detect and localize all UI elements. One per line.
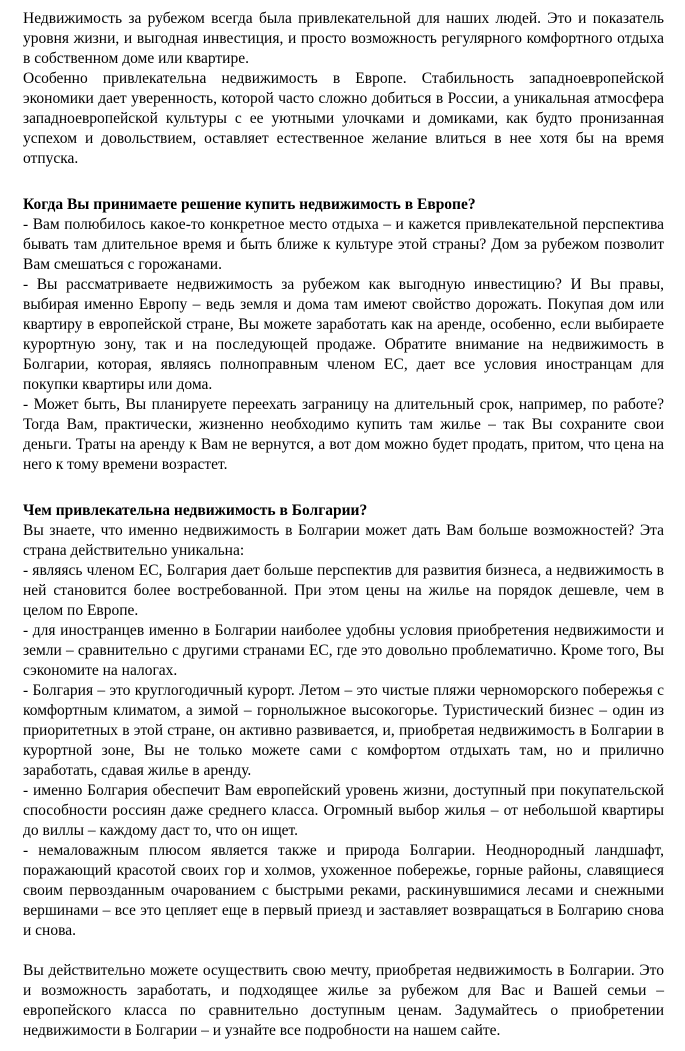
- paragraph-bulgaria-foreigners: - для иностранцев именно в Болгарии наиболее удобны условия приобретения недвижимости и земли – сравнительно с другими странами ЕС, где это довольно проблематично. Кроме того, Вы сэкономите на налогах.: [23, 622, 664, 679]
- paragraph-conclusion: Вы действительно можете осуществить свою мечту, приобретая недвижимость в Болгарии. Это и возможность заработать, и подходящее жилье за рубежом для Вас и Вашей семьи – европейского класса по сравнительно доступным ценам. Задумайтесь о приобретении недвижимости в Болгарии – и узнайте все подробности на нашем сайте.: [23, 962, 664, 1039]
- paragraph-bulgaria-nature: - немаловажным плюсом является также и природа Болгарии. Неоднородный ландшафт, поражающий красотой своих гор и холмов, ухоженное побережье, горные районы, славящиеся своим первозданным очарованием с быстрыми реками, раскинувшимися лесами и снежными вершинами – все это цепляет еще в первый приезд и заставляет возвращаться в Болгарию снова и снова.: [23, 842, 664, 939]
- section-heading-bulgaria: Чем привлекательна недвижимость в Болгарии?: [23, 502, 368, 519]
- paragraph-bullet-investment: - Вы рассматриваете недвижимость за рубежом как выгодную инвестицию? И Вы правы, выбирая именно Европу – ведь земля и дома там имеют свойство дорожать. Покупая дом или квартиру в европейской стране, Вы можете заработать как на аренде, особенно, если выбираете курортную зону, так и на последующей продаже. Обратите внимание на недвижимость в Болгарии, которая, являясь полноправным членом ЕС, дает все условия иностранцам для покупки квартиры или дома.: [23, 276, 664, 393]
- paragraph-bulgaria-eu-member: - являясь членом ЕС, Болгария дает больше перспектив для развития бизнеса, а недвижимость в ней становится более востребованной. При этом цены на жилье на порядок дешевле, чем в целом по Европе.: [23, 562, 664, 619]
- paragraph-bulgaria-resort: - Болгария – это круглогодичный курорт. Летом – это чистые пляжи черноморского побережья с комфортным климатом, а зимой – горнолыжное высокогорье. Туристический бизнес – один из приоритетных в этой стране, он активно развивается, и, приобретая недвижимость в Болгарии в курортной зоне, Вы не только можете сами с комфортом отдыхать там, но и прилично заработать, сдавая жилье в аренду.: [23, 682, 664, 779]
- paragraph-intro-2: Особенно привлекательна недвижимость в Европе. Стабильность западноевропейской экономики дает уверенность, которой часто сложно добиться в России, а уникальная атмосфера западноевропейской культуры с ее уютными улочками и домиками, как будто пронизанная успехом и довольствием, оставляет естественное желание влиться в нее хотя бы на время отпуска.: [23, 70, 664, 167]
- paragraph-bulgaria-living-standard: - именно Болгария обеспечит Вам европейский уровень жизни, доступный при покупательской способности россиян даже среднего класса. Огромный выбор жилья – от небольшой квартиры до виллы – каждому даст то, что он ищет.: [23, 782, 664, 839]
- section-heading-europe: Когда Вы принимаете решение купить недвижимость в Европе?: [23, 196, 476, 213]
- paragraph-intro-1: Недвижимость за рубежом всегда была привлекательной для наших людей. Это и показатель уровня жизни, и выгодная инвестиция, и просто возможность регулярного комфортного отдыха в собственном доме или квартире.: [23, 10, 664, 67]
- paragraph-bullet-relocation: - Может быть, Вы планируете переехать заграницу на длительный срок, например, по работе? Тогда Вам, практически, жизненно необходимо купить там жилье – так Вы сохраните свои деньги. Траты на аренду к Вам не вернутся, а вот дом можно будет продать, притом, что цена на него к тому времени возрастет.: [23, 396, 664, 473]
- paragraph-bullet-vacation: - Вам полюбилось какое-то конкретное место отдыха – и кажется привлекательной перспектива бывать там длительное время и быть ближе к культуре этой страны? Дом за рубежом позволит Вам смешаться с горожанами.: [23, 216, 664, 273]
- paragraph-bulgaria-lead: Вы знаете, что именно недвижимость в Болгарии может дать Вам больше возможностей? Эта страна действительно уникальна:: [23, 522, 664, 559]
